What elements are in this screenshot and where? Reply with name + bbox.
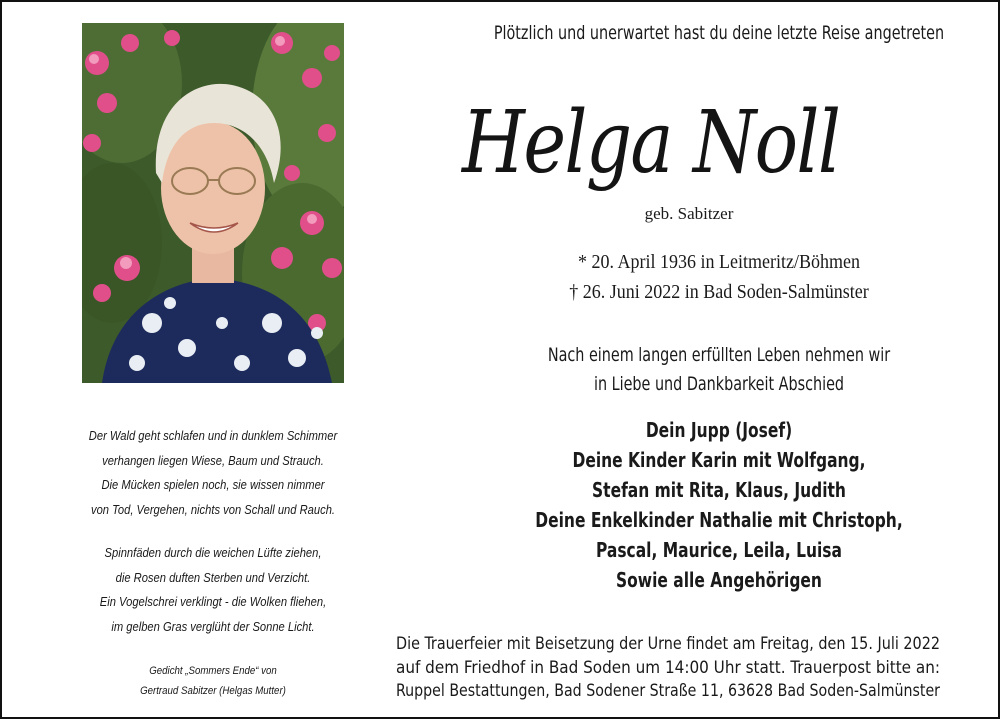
notice-line: Die Trauerfeier mit Beisetzung der Urne findet am Freitag, den 15. Juli 2022 xyxy=(396,634,940,654)
poem-line: Der Wald geht schlafen und in dunklem Schimmer xyxy=(88,428,338,443)
death-date: † 26. Juni 2022 in Bad Soden-Salmünster xyxy=(569,281,869,303)
intro-text: Plötzlich und unerwartet hast du deine letzte Reise angetreten xyxy=(493,22,945,44)
poem-line: verhangen liegen Wiese, Baum und Strauch. xyxy=(102,452,324,468)
life-dates xyxy=(409,247,1000,307)
credit-line: Gedicht „Sommers Ende“ von xyxy=(149,665,277,677)
mourner-line: Pascal, Maurice, Leila, Luisa xyxy=(596,538,842,562)
mourner-line: Deine Kinder Karin mit Wolfgang, xyxy=(572,448,866,472)
mourners-list xyxy=(422,415,1000,595)
message-line: in Liebe und Dankbarkeit Abschied xyxy=(593,373,845,395)
poem-line: Ein Vogelschrei verklingt - die Wolken fliehen, xyxy=(99,594,327,609)
deceased-name: Helga Noll xyxy=(462,93,840,193)
poem-line: Spinnfäden durch die weichen Lüfte ziehen, xyxy=(104,545,322,560)
portrait-photo xyxy=(82,23,344,383)
notice-line: auf dem Friedhof in Bad Soden um 14:00 Uhr statt. Trauerpost bitte an: xyxy=(396,657,940,678)
farewell-message xyxy=(429,341,1000,399)
birth-date: * 20. April 1936 in Leitmeritz/Böhmen xyxy=(578,251,860,273)
maiden-name: geb. Sabitzer xyxy=(644,204,734,223)
poem-line: Die Mücken spielen noch, sie wissen nimmer xyxy=(101,477,325,492)
mourner-line: Sowie alle Angehörigen xyxy=(616,568,822,592)
poem-credit xyxy=(80,661,346,701)
notice-line: Ruppel Bestattungen, Bad Sodener Straße 11, 63628 Bad Soden-Salmünster xyxy=(396,681,940,701)
funeral-notice xyxy=(396,633,940,704)
mourner-line: Stefan mit Rita, Klaus, Judith xyxy=(592,478,846,502)
credit-line: Gertraud Sabitzer (Helgas Mutter) xyxy=(140,685,286,697)
mourner-line: Deine Enkelkinder Nathalie mit Christoph, xyxy=(535,508,903,532)
poem-line: von Tod, Vergehen, nichts von Schall und Rauch. xyxy=(90,501,336,517)
mourner-line: Dein Jupp (Josef) xyxy=(645,418,793,442)
message-line: Nach einem langen erfüllten Leben nehmen wir xyxy=(547,344,891,366)
poem-line: im gelben Gras verglüht der Sonne Licht. xyxy=(111,618,315,634)
poem-line: die Rosen duften Sterben und Verzicht. xyxy=(115,569,311,585)
poem-stanza-1 xyxy=(75,424,352,522)
poem-stanza-2 xyxy=(75,541,352,639)
